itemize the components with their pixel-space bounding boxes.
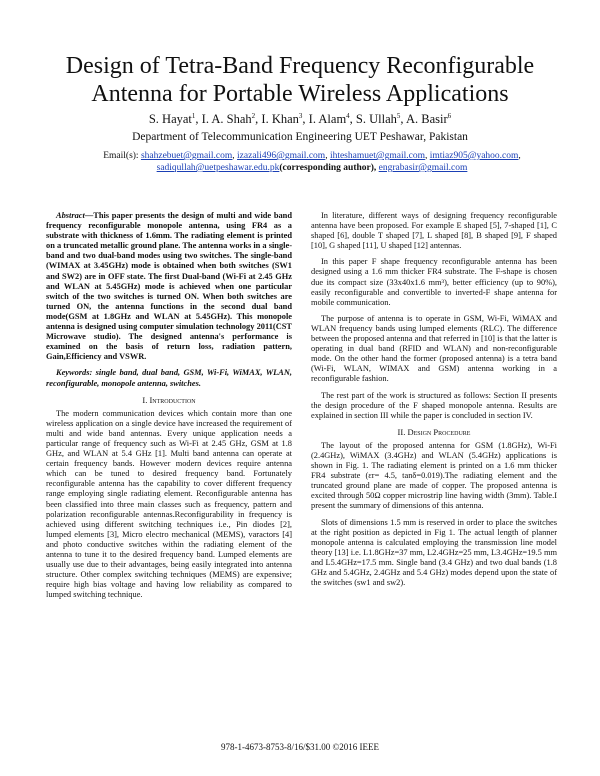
email-link[interactable]: izazali496@gmail.com — [237, 151, 326, 161]
author-name: I. Alam — [308, 112, 347, 127]
title-line-1: Design of Tetra-Band Frequency Reconfigurable — [65, 53, 535, 79]
author-name: S. Ullah — [355, 112, 397, 127]
paragraph: In this paper F shape frequency reconfigurable antenna has been designed using a 1.6 mm thicker FR4 substrate. The F-shape is chosen due its compact size (33x40x1.6 mm³), better efficiency (up to 90%), easily reconfigurable and convertible to inverted-F shape antenna for mobile communication. — [311, 257, 557, 307]
author-affiliation: 2 — [251, 112, 256, 120]
paragraph: In literature, different ways of designing frequency reconfigurable antenna have been proposed. For example E shaped [5], 7-shaped [1], C shaped [6], double T shaped [7], L shaped [8], B shaped [9], F shaped [10], G shaped [11], U shaped [12] antennas. — [311, 211, 557, 251]
author-affiliation: 1 — [191, 112, 196, 120]
copyright-footer: 978-1-4673-8753-8/16/$31.00 ©2016 IEEE — [220, 742, 380, 752]
paragraph: The rest part of the work is structured as follows: Section II presents the design procedure of the F shaped monopole antenna. Results are explained in section III while the paper is concluded in section IV. — [311, 390, 557, 420]
keywords-text: single band, dual band, GSM, Wi-Fi, WiMAX, WLAN, reconfigurable, monopole antenna, switches. — [46, 368, 292, 388]
paragraph: Slots of dimensions 1.5 mm is reserved in order to place the switches at the right position as depicted in Fig 1. The actual length of planner monopole antenna is calculated employing the transmission line model theory [13] i.e. L1.8GHz=37 mm, L2.4GHz=25 mm, L3.4GHz=19.5 mm and L5.4GHz=17.5 mm. Single band (3.4 GHz) and two dual bands (1.8 GHz and 5.4GHz, 2.4GHz and 5.4 GHz) modes depend upon the state of the switches (sw1 and sw2). — [311, 517, 557, 588]
author-name: S. Hayat — [148, 112, 192, 127]
author-affiliation: 4 — [346, 112, 350, 120]
left-column — [46, 211, 292, 606]
keywords — [46, 368, 292, 388]
author-name: I. Khan — [261, 112, 299, 127]
section-heading: I. Introduction — [142, 394, 196, 405]
email-link[interactable]: shahzebuet@gmail.com — [140, 151, 233, 161]
department: Department of Telecommunication Engineering UET Peshawar, Pakistan — [132, 131, 468, 143]
abstract-text: This paper presents the design of multi and wide band frequency reconfigurable monopole antenna, using FR4 as a substrate with thickness of 1.6mm. The radiating element is printed on a truncated metallic ground plane. The antenna works in a single-band and two dual-band modes using two switches. The single-band (WIMAX at 3.45GHz) mode is obtained when both switches (SW1 and SW2) are in OFF state. The first Dual-band (Wi-Fi at 2.45 GHz and WLAN at 5.45GHz) mode is achieved when one particular switch of the two switches is turned ON. When both switches are turned ON, the antenna functions in the second dual band mode(GSM at 1.8GHz and WLAN at 5.45GHz). This monopole antenna is designed using computer simulation technology 2011(CST Microwave studio). The designed antenna's performance is examined on the basis of return loss, radiation pattern, Gain,Efficiency and VSWR. — [46, 211, 292, 362]
author-affiliation: 3 — [298, 112, 303, 120]
corresponding-note: (corresponding author), — [279, 163, 377, 173]
author-affiliation: 6 — [447, 112, 452, 120]
email-link[interactable]: sadiqullah@uetpeshawar.edu.pk — [156, 163, 280, 173]
paragraph: The modern communication devices which contain more than one wireless application on a single device have increased the requirement of multi and wide band antennas. Every unique application needs a particular range of frequency such as Wi-Fi at 2.45 GHz, GSM at 1.8 GHz, and WLAN at 5.4 GHz [1]. Multi band antenna can operate at certain frequency bands. However modern devices require antenna which can be tuned to desired frequency band. Fortunately reconfigurable antenna has the capability to cover different frequency range employing single radiating element. Reconfigurable antenna has been classified into three main classes such as frequency, pattern and polarization reconfigurable antennas.Reconfigurability in frequency is achieved using different switching techniques i.e., Pin diodes [2], lumped elements [3], Micro electro mechanical (MEMS), varactors [4] and photo conductive switches within the radiating element of the antenna to tune it to the desired frequency band. Lumped elements are usually use due to their advantages, being easily integrated into antenna structure. Other complex switching techniques (MEMS) are expensive; require high bias voltage and having low reliability as compared to lumped switching technique. — [46, 408, 292, 600]
email-label: Email(s): — [103, 151, 139, 161]
paragraph: The layout of the proposed antenna for GSM (1.8GHz), Wi-Fi (2.4GHz), WiMAX (3.4GHz) and WLAN (5.4GHz) applications is shown in Fig. 1. The radiating element is printed on a 1.6 mm thicker FR4 substrate (εr= 4.5, tanδ=0.019).The radiating element and the truncated ground plane are made of copper. The proposed antenna is excited through 50Ω copper microstrip line having width (3mm). Table.I present the summary of dimensions of this antenna. — [311, 440, 557, 511]
author-affiliation: 5 — [396, 112, 401, 120]
author-list: S. Hayat$^1$, I. A. Shah$^2$, I. Khan$^3$, I. Alam$^4$, S. Ullah$^5$, A. Basir$^6$ — [148, 112, 452, 127]
keywords-label: Keywords: — [56, 368, 93, 378]
paragraph: The purpose of antenna is to operate in GSM, Wi-Fi, WiMAX and WLAN frequency bands using lumped elements (RLC). The difference between the proposed antenna and that referred in [10] is that the latter is operating in dual band (RFID and WLAN) and non-reconfigurable mode. On the other hand the former (proposed antenna) is a tetra band (Wi-Fi, WLAN, WIMAX and GSM) antenna working in a reconfigurable fashion. — [311, 313, 557, 384]
email-link[interactable]: imtiaz905@yahoo.com — [429, 151, 519, 161]
paper-title — [0, 52, 600, 108]
right-column — [311, 211, 557, 594]
abstract-label: Abstract— — [56, 211, 94, 220]
email-block: Email(s): shahzebuet@gmail.com, izazali496@gmail.com, ihteshamuet@gmail.com, imtiaz905@yahoo.com, sadiqullah@uetpeshawar.edu.pk(corresponding author), engrabasir@gmail.com — [103, 151, 521, 173]
email-link[interactable]: ihteshamuet@gmail.com — [329, 151, 425, 161]
abstract — [46, 211, 292, 362]
section-heading: II. Design Procedure — [397, 426, 471, 437]
author-name: A. Basir — [405, 112, 448, 127]
author-name: I. A. Shah — [201, 112, 252, 127]
email-link[interactable]: engrabasir@gmail.com — [378, 163, 468, 173]
title-line-2: Antenna for Portable Wireless Applications — [91, 81, 509, 107]
